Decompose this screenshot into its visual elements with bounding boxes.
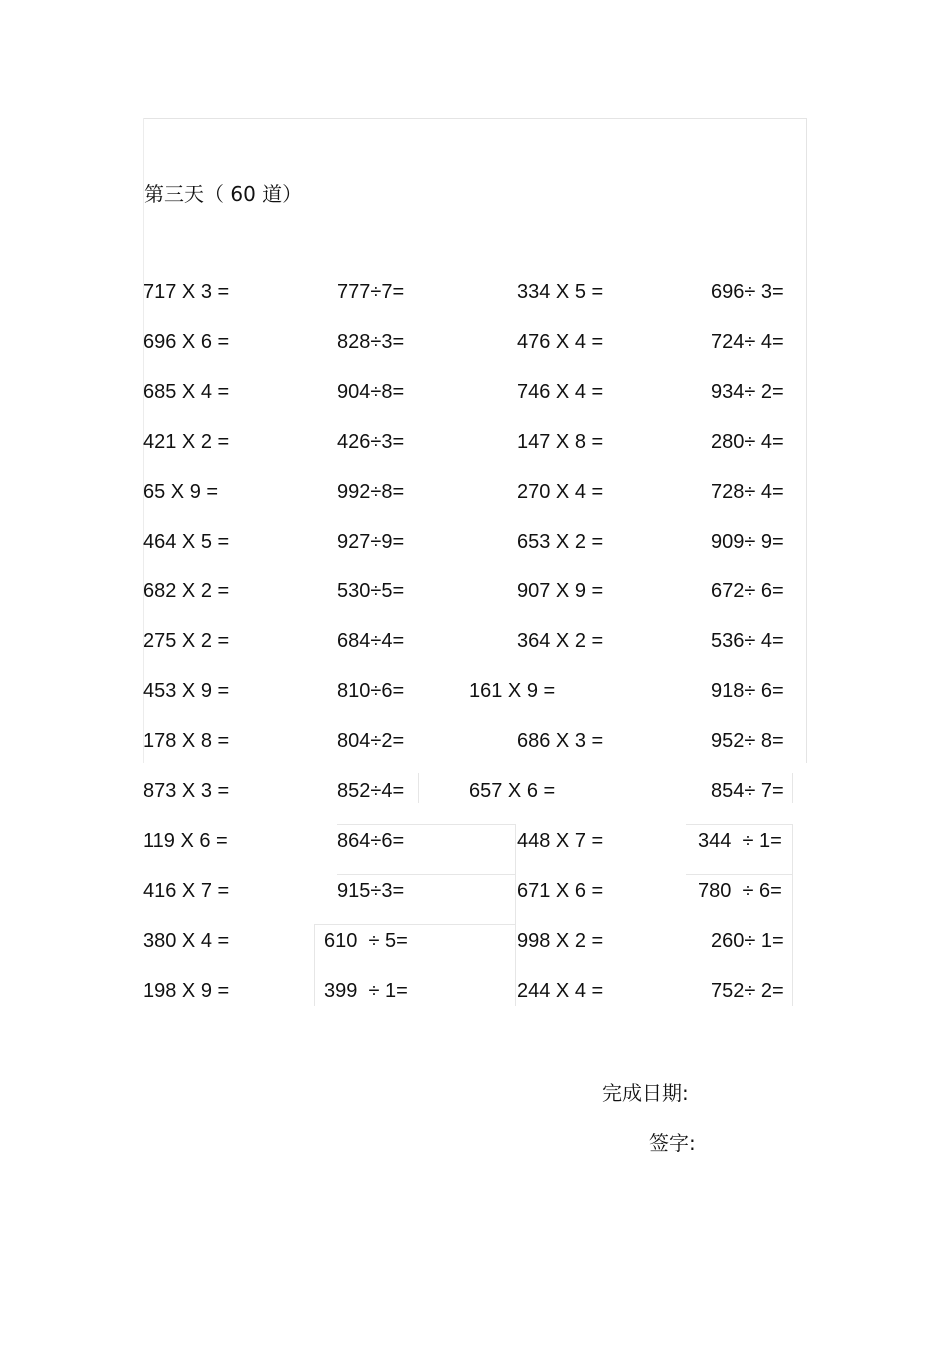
math-problem: 934÷ 2=	[711, 381, 784, 403]
math-problem: 696 X 6 =	[143, 331, 230, 353]
math-problem: 147 X 8 =	[517, 431, 604, 453]
math-problem: 421 X 2 =	[143, 431, 230, 453]
math-problem: 728÷ 4=	[711, 481, 784, 503]
math-problem: 399 ÷ 1=	[324, 980, 408, 1002]
cell-border	[686, 874, 792, 875]
math-problem: 686 X 3 =	[517, 730, 604, 752]
math-problem: 334 X 5 =	[517, 281, 604, 303]
math-problem: 717 X 3 =	[143, 281, 230, 303]
math-problem: 464 X 5 =	[143, 531, 230, 553]
math-problem: 724÷ 4=	[711, 331, 784, 353]
math-problem: 270 X 4 =	[517, 481, 604, 503]
math-problem: 873 X 3 =	[143, 780, 230, 802]
math-problem: 530÷5=	[337, 580, 405, 602]
math-problem: 198 X 9 =	[143, 980, 230, 1002]
completion-date-label: 完成日期:	[602, 1081, 689, 1105]
cell-border	[337, 824, 515, 825]
worksheet-frame-top	[143, 118, 806, 119]
math-problem: 684÷4=	[337, 630, 405, 652]
math-problem: 777÷7=	[337, 281, 405, 303]
cell-border	[792, 824, 793, 1006]
cell-border	[337, 874, 515, 875]
math-problem: 448 X 7 =	[517, 830, 604, 852]
math-problem: 536÷ 4=	[711, 630, 784, 652]
math-problem: 657 X 6 =	[469, 780, 556, 802]
math-problem: 746 X 4 =	[517, 381, 604, 403]
cell-border	[418, 773, 419, 803]
math-problem: 780 ÷ 6=	[698, 880, 782, 902]
math-problem: 426÷3=	[337, 431, 405, 453]
math-problem: 909÷ 9=	[711, 531, 784, 553]
math-problem: 65 X 9 =	[143, 481, 219, 503]
page-title: 第三天（ 60 道）	[144, 182, 303, 206]
math-problem: 927÷9=	[337, 531, 405, 553]
math-problem: 178 X 8 =	[143, 730, 230, 752]
math-problem: 260÷ 1=	[711, 930, 784, 952]
math-problem: 275 X 2 =	[143, 630, 230, 652]
math-problem: 852÷4=	[337, 780, 405, 802]
math-problem: 119 X 6 =	[143, 830, 228, 852]
math-problem: 915÷3=	[337, 880, 405, 902]
math-problem: 344 ÷ 1=	[698, 830, 782, 852]
math-problem: 380 X 4 =	[143, 930, 230, 952]
worksheet-frame-right	[806, 118, 807, 763]
math-problem: 918÷ 6=	[711, 680, 784, 702]
math-problem: 992÷8=	[337, 481, 405, 503]
signature-label: 签字:	[649, 1131, 696, 1155]
math-problem: 854÷ 7=	[711, 780, 784, 802]
math-problem: 907 X 9 =	[517, 580, 604, 602]
math-problem: 804÷2=	[337, 730, 405, 752]
math-problem: 904÷8=	[337, 381, 405, 403]
math-problem: 685 X 4 =	[143, 381, 230, 403]
math-problem: 696÷ 3=	[711, 281, 784, 303]
cell-border	[314, 924, 515, 925]
math-problem: 416 X 7 =	[143, 880, 230, 902]
math-problem: 864÷6=	[337, 830, 405, 852]
math-problem: 828÷3=	[337, 331, 405, 353]
math-problem: 998 X 2 =	[517, 930, 604, 952]
math-problem: 952÷ 8=	[711, 730, 784, 752]
math-problem: 453 X 9 =	[143, 680, 230, 702]
cell-border	[515, 824, 516, 1006]
math-problem: 653 X 2 =	[517, 531, 604, 553]
cell-border	[686, 824, 792, 825]
math-problem: 280÷ 4=	[711, 431, 784, 453]
math-problem: 671 X 6 =	[517, 880, 604, 902]
cell-border	[314, 924, 315, 1006]
math-problem: 810÷6=	[337, 680, 405, 702]
math-problem: 752÷ 2=	[711, 980, 784, 1002]
cell-border	[792, 773, 793, 803]
math-problem: 161 X 9 =	[469, 680, 556, 702]
math-problem: 476 X 4 =	[517, 331, 604, 353]
math-problem: 364 X 2 =	[517, 630, 604, 652]
math-problem: 672÷ 6=	[711, 580, 784, 602]
math-problem: 682 X 2 =	[143, 580, 230, 602]
math-problem: 610 ÷ 5=	[324, 930, 408, 952]
math-problem: 244 X 4 =	[517, 980, 604, 1002]
